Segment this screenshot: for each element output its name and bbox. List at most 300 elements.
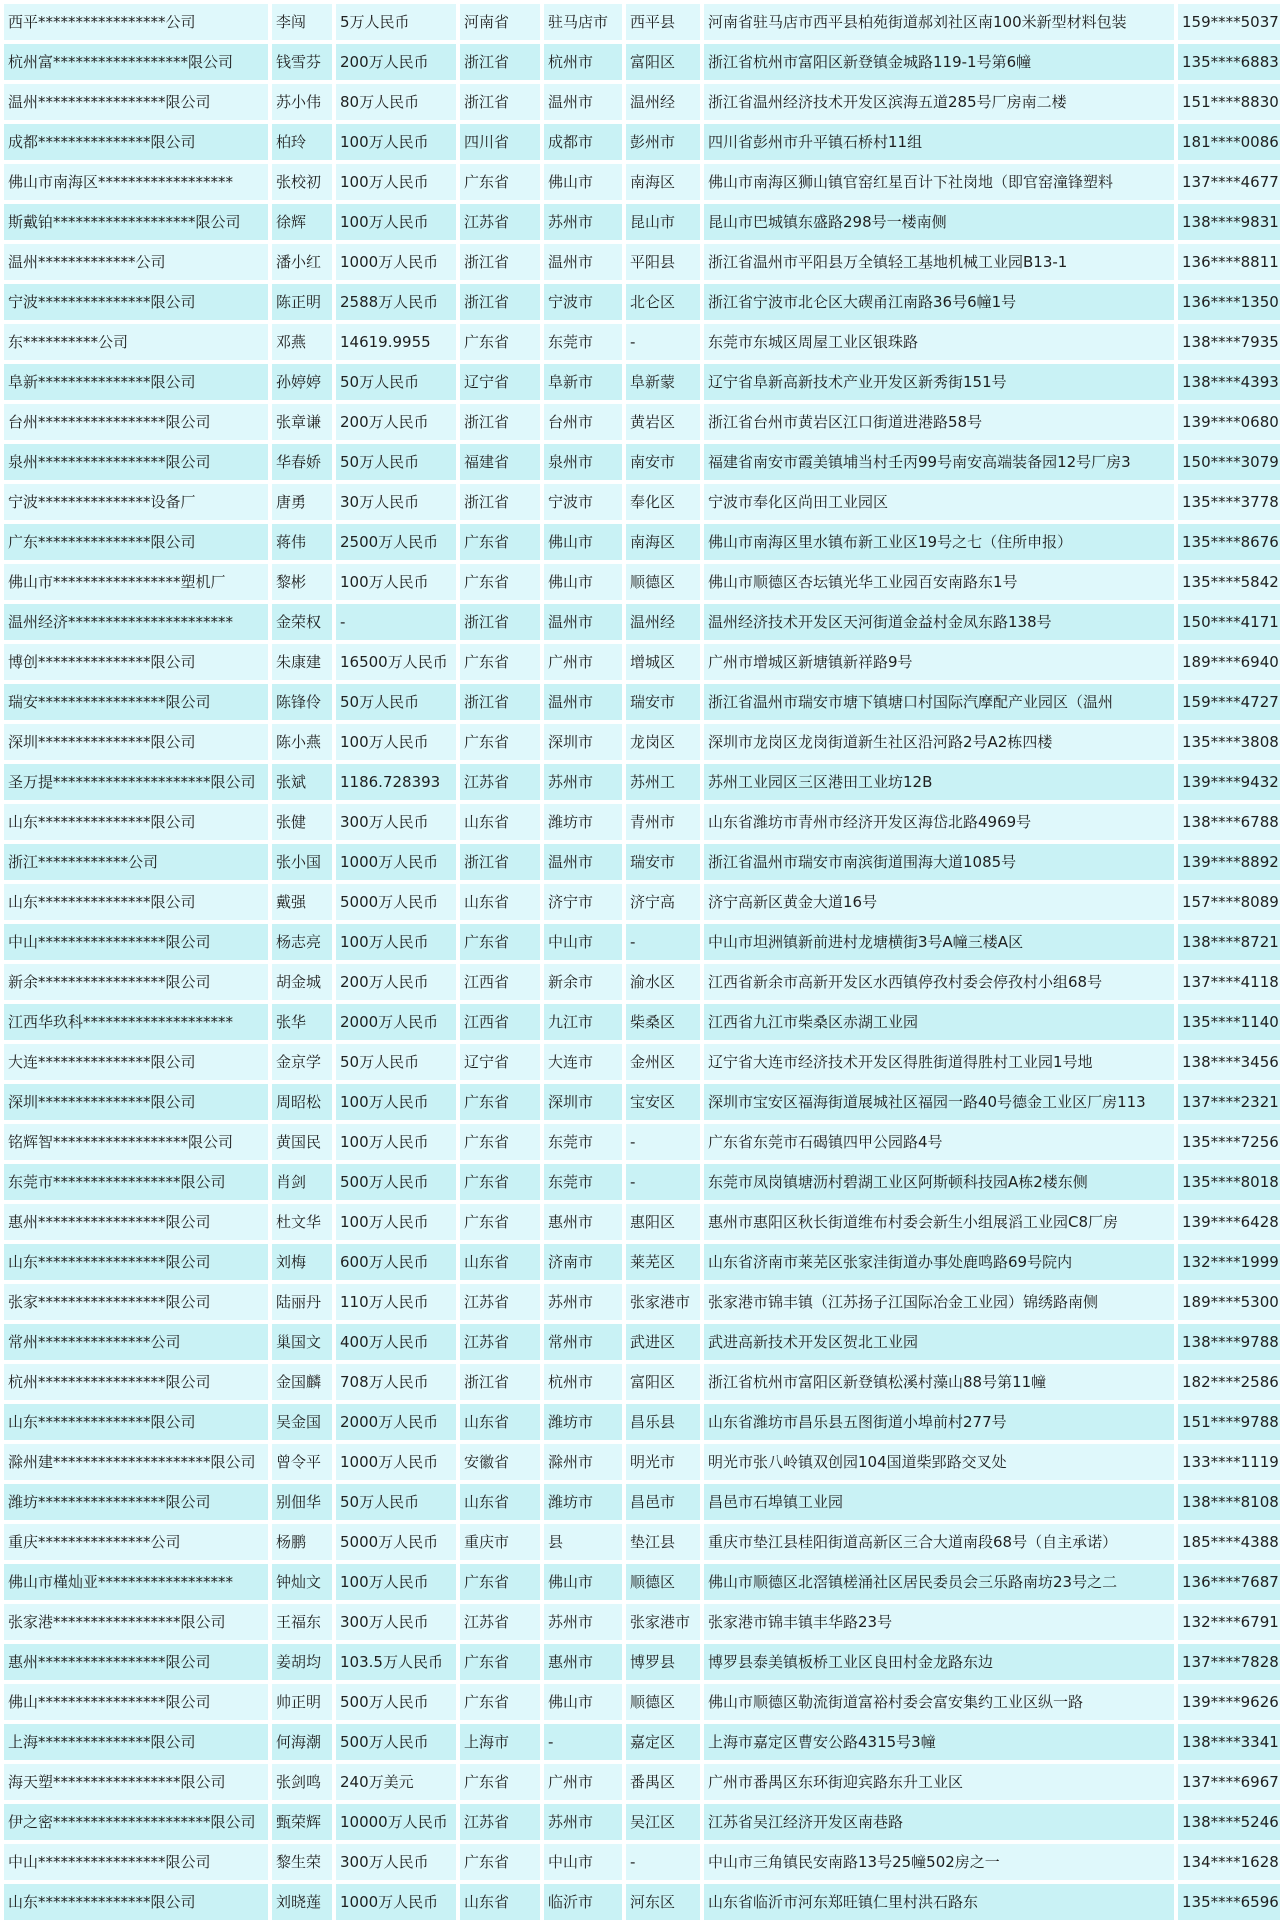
city-cell: 杭州市 [544,1364,622,1400]
table-row [4,924,1280,960]
registered-capital-cell: 110万人民币 [336,1284,456,1320]
phone-cell: 137****7828 [1178,1644,1280,1680]
district-cell: 温州经 [626,84,700,120]
address-cell: 昌邑市石埠镇工业园 [704,1484,1174,1520]
phone-cell: 139****0680 [1178,404,1280,440]
contact-name-cell: 钟灿文 [272,1564,332,1600]
phone-cell: 182****2586 [1178,1364,1280,1400]
district-cell: 北仑区 [626,284,700,320]
district-cell: 宝安区 [626,1084,700,1120]
province-cell: 辽宁省 [460,1044,540,1080]
contact-name-cell: 张章谦 [272,404,332,440]
phone-cell: 136****7687 [1178,1564,1280,1600]
province-cell: 江西省 [460,1004,540,1040]
registered-capital-cell: 500万人民币 [336,1724,456,1760]
contact-name-cell: 何海潮 [272,1724,332,1760]
company-name-cell: 新余*****************限公司 [4,964,268,1000]
address-cell: 辽宁省大连市经济技术开发区得胜街道得胜村工业园1号地 [704,1044,1174,1080]
address-cell: 辽宁省阜新高新技术产业开发区新秀街151号 [704,364,1174,400]
company-name-cell: 常州***************公司 [4,1324,268,1360]
contact-name-cell: 陈正明 [272,284,332,320]
city-cell: 广州市 [544,644,622,680]
address-cell: 武进高新技术开发区贺北工业园 [704,1324,1174,1360]
table-row [4,1524,1280,1560]
registered-capital-cell: 1000万人民币 [336,1444,456,1480]
company-name-cell: 惠州*****************限公司 [4,1644,268,1680]
city-cell: 深圳市 [544,724,622,760]
registered-capital-cell: 400万人民币 [336,1324,456,1360]
registered-capital-cell: 30万人民币 [336,484,456,520]
contact-name-cell: 陈锋伶 [272,684,332,720]
province-cell: 江西省 [460,964,540,1000]
district-cell: 昌邑市 [626,1484,700,1520]
city-cell: 惠州市 [544,1204,622,1240]
company-name-cell: 深圳***************限公司 [4,724,268,760]
province-cell: 山东省 [460,1244,540,1280]
province-cell: 广东省 [460,1124,540,1160]
city-cell: 常州市 [544,1324,622,1360]
district-cell: 彭州市 [626,124,700,160]
district-cell: 吴江区 [626,1804,700,1840]
city-cell: 苏州市 [544,1804,622,1840]
district-cell: 南海区 [626,164,700,200]
address-cell: 宁波市奉化区尚田工业园区 [704,484,1174,520]
phone-cell: 136****8811 [1178,244,1280,280]
contact-name-cell: 帅正明 [272,1684,332,1720]
province-cell: 浙江省 [460,844,540,880]
province-cell: 四川省 [460,124,540,160]
address-cell: 重庆市垫江县桂阳街道高新区三合大道南段68号（自主承诺） [704,1524,1174,1560]
registered-capital-cell: 5万人民币 [336,4,456,40]
contact-name-cell: 蒋伟 [272,524,332,560]
contact-name-cell: 金国麟 [272,1364,332,1400]
contact-name-cell: 甄荣辉 [272,1804,332,1840]
address-cell: 浙江省温州经济技术开发区滨海五道285号厂房南二楼 [704,84,1174,120]
district-cell: 河东区 [626,1884,700,1920]
contact-name-cell: 王福东 [272,1604,332,1640]
registered-capital-cell: 100万人民币 [336,1204,456,1240]
city-cell: 东莞市 [544,1124,622,1160]
province-cell: 广东省 [460,924,540,960]
registered-capital-cell: 14619.9955 [336,324,456,360]
table-row [4,1204,1280,1240]
district-cell: 莱芜区 [626,1244,700,1280]
city-cell: 潍坊市 [544,1484,622,1520]
province-cell: 浙江省 [460,284,540,320]
company-name-cell: 佛山*****************限公司 [4,1684,268,1720]
city-cell: 宁波市 [544,284,622,320]
address-cell: 张家港市锦丰镇（江苏扬子江国际冶金工业园）锦绣路南侧 [704,1284,1174,1320]
table-row [4,4,1280,40]
phone-cell: 139****9432 [1178,764,1280,800]
district-cell: 阜新蒙 [626,364,700,400]
contact-name-cell: 杨鹏 [272,1524,332,1560]
province-cell: 山东省 [460,1884,540,1920]
table-row [4,324,1280,360]
province-cell: 江苏省 [460,764,540,800]
city-cell: 东莞市 [544,1164,622,1200]
registered-capital-cell: 50万人民币 [336,364,456,400]
province-cell: 江苏省 [460,1804,540,1840]
phone-cell: 189****6940 [1178,644,1280,680]
contact-name-cell: 肖剑 [272,1164,332,1200]
table-row [4,204,1280,240]
city-cell: 驻马店市 [544,4,622,40]
province-cell: 辽宁省 [460,364,540,400]
district-cell: 惠阳区 [626,1204,700,1240]
company-name-cell: 佛山市南海区****************** [4,164,268,200]
city-cell: 佛山市 [544,164,622,200]
address-cell: 佛山市南海区狮山镇官窑红星百计下社岗地（即官窑潼锋塑料 [704,164,1174,200]
phone-cell: 135****5842 [1178,564,1280,600]
address-cell: 苏州工业园区三区港田工业坊12B [704,764,1174,800]
address-cell: 福建省南安市霞美镇埔当村壬丙99号南安高端装备园12号厂房3 [704,444,1174,480]
district-cell: 温州经 [626,604,700,640]
province-cell: 山东省 [460,1484,540,1520]
table-row [4,644,1280,680]
table-row [4,1444,1280,1480]
phone-cell: 133****1119 [1178,1444,1280,1480]
company-name-cell: 佛山市*****************塑机厂 [4,564,268,600]
registered-capital-cell: 100万人民币 [336,1084,456,1120]
phone-cell: 138****5246 [1178,1804,1280,1840]
registered-capital-cell: 500万人民币 [336,1684,456,1720]
company-name-cell: 伊之密*********************限公司 [4,1804,268,1840]
contact-name-cell: 杨志亮 [272,924,332,960]
table-row [4,1844,1280,1880]
city-cell: 惠州市 [544,1644,622,1680]
table-row [4,564,1280,600]
address-cell: 明光市张八岭镇双创园104国道柴郢路交叉处 [704,1444,1174,1480]
phone-cell: 135****8676 [1178,524,1280,560]
contact-name-cell: 黎彬 [272,564,332,600]
district-cell: 西平县 [626,4,700,40]
province-cell: 广东省 [460,1644,540,1680]
city-cell: 佛山市 [544,1564,622,1600]
address-cell: 中山市坦洲镇新前进村龙塘横街3号A幢三楼A区 [704,924,1174,960]
district-cell: 奉化区 [626,484,700,520]
company-table-body [4,4,1280,1920]
company-name-cell: 温州经济********************** [4,604,268,640]
phone-cell: 138****3456 [1178,1044,1280,1080]
contact-name-cell: 别佃华 [272,1484,332,1520]
phone-cell: 132****6791 [1178,1604,1280,1640]
table-row [4,1484,1280,1520]
contact-name-cell: 柏玲 [272,124,332,160]
city-cell: 苏州市 [544,764,622,800]
registered-capital-cell: 16500万人民币 [336,644,456,680]
registered-capital-cell: 5000万人民币 [336,884,456,920]
address-cell: 广州市番禺区东环街迎宾路东升工业区 [704,1764,1174,1800]
phone-cell: 138****9788 [1178,1324,1280,1360]
address-cell: 山东省潍坊市昌乐县五图街道小埠前村277号 [704,1404,1174,1440]
table-row [4,1604,1280,1640]
address-cell: 江苏省吴江经济开发区南巷路 [704,1804,1174,1840]
province-cell: 广东省 [460,1084,540,1120]
company-name-cell: 大连***************限公司 [4,1044,268,1080]
company-name-cell: 中山*****************限公司 [4,924,268,960]
district-cell: 南安市 [626,444,700,480]
address-cell: 四川省彭州市升平镇石桥村11组 [704,124,1174,160]
city-cell: 温州市 [544,844,622,880]
district-cell: 增城区 [626,644,700,680]
address-cell: 深圳市龙岗区龙岗街道新生社区沿河路2号A2栋四楼 [704,724,1174,760]
table-row [4,164,1280,200]
contact-name-cell: 曾令平 [272,1444,332,1480]
table-row [4,444,1280,480]
contact-name-cell: 华春娇 [272,444,332,480]
company-name-cell: 广东***************限公司 [4,524,268,560]
city-cell: 佛山市 [544,524,622,560]
city-cell: 杭州市 [544,44,622,80]
city-cell: 温州市 [544,684,622,720]
address-cell: 东莞市凤岗镇塘沥村碧湖工业区阿斯顿科技园A栋2楼东侧 [704,1164,1174,1200]
company-name-cell: 浙江************公司 [4,844,268,880]
company-name-cell: 博创***************限公司 [4,644,268,680]
city-cell: 新余市 [544,964,622,1000]
registered-capital-cell: 2500万人民币 [336,524,456,560]
registered-capital-cell: 300万人民币 [336,1844,456,1880]
city-cell: 潍坊市 [544,804,622,840]
district-cell: 武进区 [626,1324,700,1360]
contact-name-cell: 陈小燕 [272,724,332,760]
city-cell: 东莞市 [544,324,622,360]
province-cell: 广东省 [460,724,540,760]
contact-name-cell: 周昭松 [272,1084,332,1120]
address-cell: 浙江省温州市瑞安市南滨街道围海大道1085号 [704,844,1174,880]
city-cell: 滁州市 [544,1444,622,1480]
district-cell: 张家港市 [626,1604,700,1640]
company-name-cell: 斯戴铂*******************限公司 [4,204,268,240]
table-row [4,1884,1280,1920]
table-row [4,404,1280,440]
registered-capital-cell: 240万美元 [336,1764,456,1800]
district-cell: 柴桑区 [626,1004,700,1040]
address-cell: 博罗县泰美镇板桥工业区良田村金龙路东边 [704,1644,1174,1680]
district-cell: - [626,324,700,360]
table-row [4,844,1280,880]
province-cell: 福建省 [460,444,540,480]
district-cell: 张家港市 [626,1284,700,1320]
phone-cell: 135****3808 [1178,724,1280,760]
contact-name-cell: 胡金城 [272,964,332,1000]
address-cell: 浙江省宁波市北仑区大碶甬江南路36号6幢1号 [704,284,1174,320]
district-cell: - [626,1124,700,1160]
company-name-cell: 惠州*****************限公司 [4,1204,268,1240]
registered-capital-cell: 5000万人民币 [336,1524,456,1560]
city-cell: 苏州市 [544,1604,622,1640]
phone-cell: 137****4118 [1178,964,1280,1000]
phone-cell: 138****9831 [1178,204,1280,240]
district-cell: 顺德区 [626,1684,700,1720]
province-cell: 广东省 [460,1764,540,1800]
phone-cell: 135****1140 [1178,1004,1280,1040]
table-row [4,604,1280,640]
company-name-cell: 山东***************限公司 [4,1884,268,1920]
district-cell: 顺德区 [626,564,700,600]
province-cell: 江苏省 [460,1604,540,1640]
company-name-cell: 张家*****************限公司 [4,1284,268,1320]
district-cell: 南海区 [626,524,700,560]
address-cell: 惠州市惠阳区秋长街道维布村委会新生小组展滔工业园C8厂房 [704,1204,1174,1240]
district-cell: 昆山市 [626,204,700,240]
phone-cell: 137****4677 [1178,164,1280,200]
registered-capital-cell: 50万人民币 [336,1044,456,1080]
registered-capital-cell: 2000万人民币 [336,1004,456,1040]
district-cell: 瑞安市 [626,684,700,720]
table-row [4,1724,1280,1760]
province-cell: 浙江省 [460,484,540,520]
table-row [4,1244,1280,1280]
city-cell: 九江市 [544,1004,622,1040]
province-cell: 广东省 [460,1564,540,1600]
province-cell: 江苏省 [460,204,540,240]
contact-name-cell: 徐辉 [272,204,332,240]
registered-capital-cell: 103.5万人民币 [336,1644,456,1680]
company-name-cell: 滁州建*********************限公司 [4,1444,268,1480]
company-name-cell: 宁波***************限公司 [4,284,268,320]
contact-name-cell: 张剑鸣 [272,1764,332,1800]
province-cell: 安徽省 [460,1444,540,1480]
company-name-cell: 张家港*****************限公司 [4,1604,268,1640]
address-cell: 深圳市宝安区福海街道展城社区福园一路40号德金工业区厂房113 [704,1084,1174,1120]
table-row [4,1084,1280,1120]
contact-name-cell: 张华 [272,1004,332,1040]
company-name-cell: 江西华玖科******************** [4,1004,268,1040]
table-row [4,1164,1280,1200]
province-cell: 山东省 [460,804,540,840]
registered-capital-cell: 100万人民币 [336,1124,456,1160]
address-cell: 上海市嘉定区曹安公路4315号3幢 [704,1724,1174,1760]
contact-name-cell: 巢国文 [272,1324,332,1360]
registered-capital-cell: 100万人民币 [336,164,456,200]
registered-capital-cell: 50万人民币 [336,684,456,720]
table-row [4,1324,1280,1360]
district-cell: 顺德区 [626,1564,700,1600]
province-cell: 山东省 [460,884,540,920]
registered-capital-cell: 500万人民币 [336,1164,456,1200]
company-name-cell: 海天塑*****************限公司 [4,1764,268,1800]
district-cell: 嘉定区 [626,1724,700,1760]
company-name-cell: 温州*****************限公司 [4,84,268,120]
phone-cell: 159****4727 [1178,684,1280,720]
company-name-cell: 台州*****************限公司 [4,404,268,440]
registered-capital-cell: 200万人民币 [336,964,456,1000]
contact-name-cell: 潘小红 [272,244,332,280]
phone-cell: 135****7256 [1178,1124,1280,1160]
table-row [4,724,1280,760]
registered-capital-cell: 50万人民币 [336,1484,456,1520]
address-cell: 广东省东莞市石碣镇四甲公园路4号 [704,1124,1174,1160]
contact-name-cell: 朱康建 [272,644,332,680]
phone-cell: 138****8721 [1178,924,1280,960]
contact-name-cell: 张斌 [272,764,332,800]
contact-name-cell: 戴强 [272,884,332,920]
table-row [4,44,1280,80]
district-cell: - [626,1164,700,1200]
registered-capital-cell: 100万人民币 [336,724,456,760]
contact-name-cell: 黄国民 [272,1124,332,1160]
address-cell: 佛山市顺德区杏坛镇光华工业园百安南路东1号 [704,564,1174,600]
table-row [4,124,1280,160]
province-cell: 广东省 [460,564,540,600]
phone-cell: 139****8892 [1178,844,1280,880]
company-name-cell: 山东*****************限公司 [4,1244,268,1280]
address-cell: 佛山市顺德区北滘镇槎涌社区居民委员会三乐路南坊23号之二 [704,1564,1174,1600]
table-row [4,524,1280,560]
company-name-cell: 山东***************限公司 [4,884,268,920]
company-name-cell: 圣万提*********************限公司 [4,764,268,800]
district-cell: - [626,1844,700,1880]
district-cell: 富阳区 [626,44,700,80]
address-cell: 广州市增城区新塘镇新祥路9号 [704,644,1174,680]
province-cell: 江苏省 [460,1324,540,1360]
table-row [4,284,1280,320]
phone-cell: 151****9788 [1178,1404,1280,1440]
address-cell: 山东省济南市莱芜区张家洼街道办事处鹿鸣路69号院内 [704,1244,1174,1280]
province-cell: 广东省 [460,164,540,200]
city-cell: 温州市 [544,84,622,120]
address-cell: 山东省临沂市河东郑旺镇仁里村洪石路东 [704,1884,1174,1920]
city-cell: 宁波市 [544,484,622,520]
registered-capital-cell: 10000万人民币 [336,1804,456,1840]
registered-capital-cell: 100万人民币 [336,124,456,160]
registered-capital-cell: 200万人民币 [336,404,456,440]
contact-name-cell: 钱雪芬 [272,44,332,80]
province-cell: 上海市 [460,1724,540,1760]
city-cell: 阜新市 [544,364,622,400]
table-row [4,1404,1280,1440]
city-cell: 临沂市 [544,1884,622,1920]
phone-cell: 151****8830 [1178,84,1280,120]
contact-name-cell: 姜胡均 [272,1644,332,1680]
address-cell: 河南省驻马店市西平县柏苑街道郝刘社区南100米新型材料包装 [704,4,1174,40]
table-row [4,964,1280,1000]
district-cell: 富阳区 [626,1364,700,1400]
company-name-cell: 中山*****************限公司 [4,1844,268,1880]
city-cell: 温州市 [544,244,622,280]
province-cell: 浙江省 [460,684,540,720]
city-cell: 潍坊市 [544,1404,622,1440]
phone-cell: 135****6883 [1178,44,1280,80]
district-cell: 苏州工 [626,764,700,800]
phone-cell: 134****1628 [1178,1844,1280,1880]
province-cell: 广东省 [460,524,540,560]
district-cell: - [626,924,700,960]
registered-capital-cell: 80万人民币 [336,84,456,120]
province-cell: 广东省 [460,1684,540,1720]
province-cell: 广东省 [460,1204,540,1240]
phone-cell: 150****4171 [1178,604,1280,640]
province-cell: 浙江省 [460,84,540,120]
phone-cell: 138****6788 [1178,804,1280,840]
company-name-cell: 山东***************限公司 [4,1404,268,1440]
district-cell: 龙岗区 [626,724,700,760]
phone-cell: 138****3341 [1178,1724,1280,1760]
phone-cell: 159****5037 [1178,4,1280,40]
phone-cell: 185****4388 [1178,1524,1280,1560]
district-cell: 明光市 [626,1444,700,1480]
registered-capital-cell: 50万人民币 [336,444,456,480]
province-cell: 广东省 [460,644,540,680]
table-row [4,1284,1280,1320]
phone-cell: 132****1999 [1178,1244,1280,1280]
registered-capital-cell: 300万人民币 [336,804,456,840]
contact-name-cell: 邓燕 [272,324,332,360]
address-cell: 浙江省杭州市富阳区新登镇松溪村藻山88号第11幢 [704,1364,1174,1400]
table-row [4,1124,1280,1160]
table-row [4,364,1280,400]
